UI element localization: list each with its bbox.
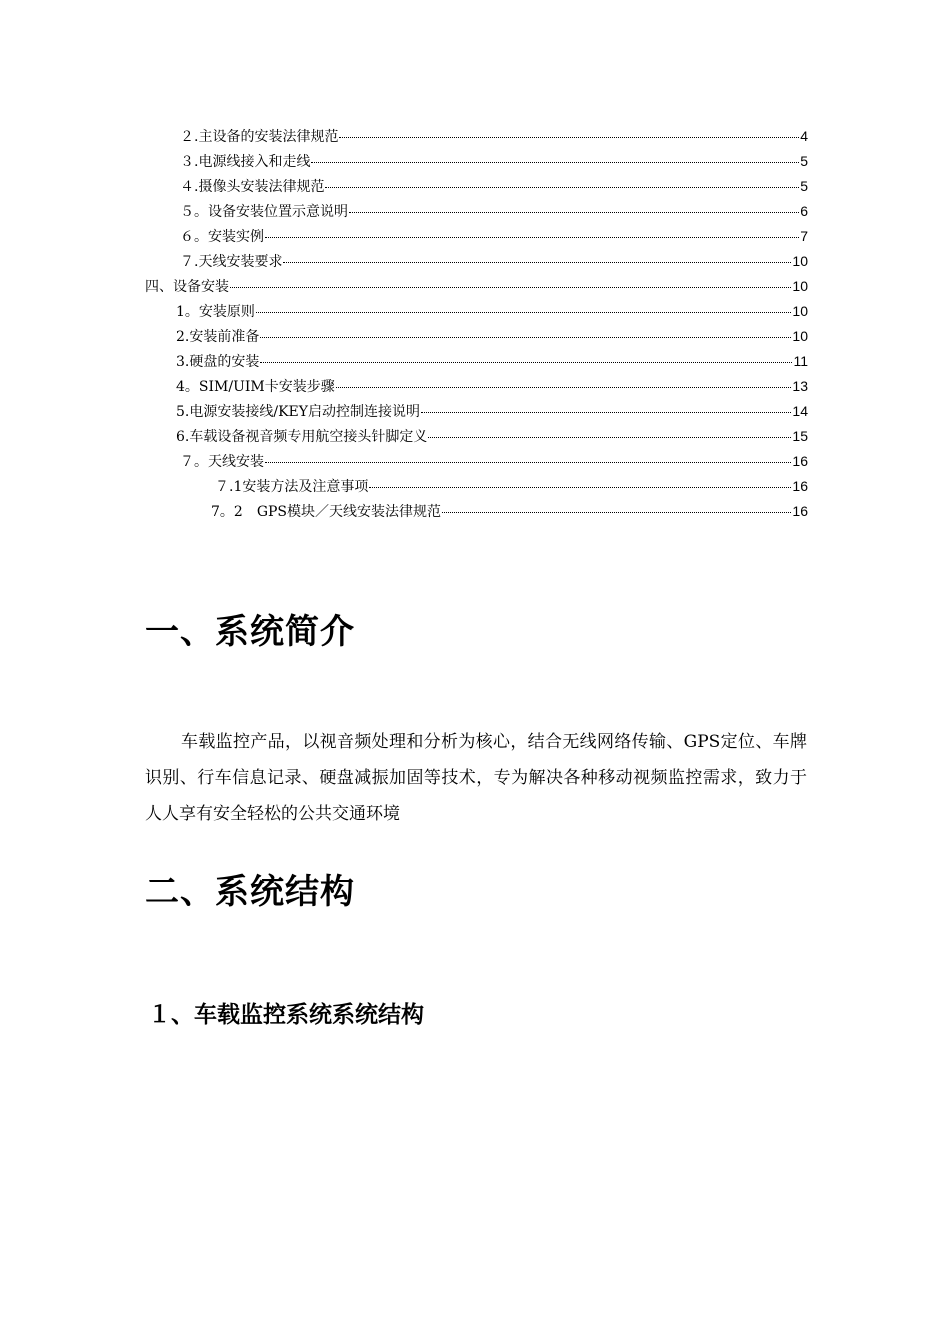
toc-page-number: 16	[792, 478, 808, 494]
toc-leader-dots	[260, 348, 792, 363]
toc-leader-dots	[260, 323, 791, 338]
toc-entry-text: 四、设备安装	[145, 279, 229, 295]
toc-page-number: 14	[792, 403, 808, 419]
toc-entry-text: 1。安装原则	[176, 304, 255, 320]
subsection-heading: １、车载监控系统系统结构	[148, 1002, 424, 1028]
toc-entry[interactable]	[180, 126, 808, 146]
toc-entry-text: ３.电源线接入和走线	[180, 154, 311, 170]
toc-page-number: 13	[792, 378, 808, 394]
toc-entry[interactable]	[145, 276, 808, 296]
toc-entry-text: 4。SIM/UIM卡安装步骤	[176, 379, 335, 395]
toc-page-number: 4	[800, 128, 808, 144]
toc-page-number: 10	[792, 278, 808, 294]
toc-entry-text: 7。2 GPS模块／天线安装法律规范	[211, 504, 442, 520]
toc-leader-dots	[265, 223, 799, 238]
toc-leader-dots	[421, 398, 791, 413]
toc-entry[interactable]	[211, 501, 808, 521]
toc-leader-dots	[256, 298, 792, 313]
toc-leader-dots	[339, 123, 799, 138]
toc-leader-dots	[369, 473, 791, 488]
toc-entry-text: ４.摄像头安装法律规范	[180, 179, 325, 195]
toc-page-number: 11	[793, 353, 808, 369]
toc-entry-text: ６。安装实例	[180, 229, 264, 245]
toc-entry[interactable]	[176, 401, 808, 421]
toc-entry[interactable]	[176, 326, 808, 346]
toc-entry[interactable]	[176, 351, 808, 371]
toc-leader-dots	[283, 248, 791, 263]
toc-entry-text: ７.1安装方法及注意事项	[215, 479, 369, 495]
toc-entry-text: 3.硬盘的安装	[176, 354, 260, 370]
toc-leader-dots	[311, 148, 799, 163]
toc-page-number: 10	[792, 328, 808, 344]
toc-leader-dots	[442, 498, 791, 513]
toc-entry[interactable]	[180, 451, 808, 471]
toc-leader-dots	[325, 173, 799, 188]
toc-entry[interactable]	[180, 151, 808, 171]
toc-entry-text: 5.电源安装接线/KEY启动控制连接说明	[176, 404, 420, 420]
toc-entry-text: ５。设备安装位置示意说明	[180, 204, 348, 220]
toc-page-number: 5	[800, 153, 808, 169]
toc-entry-text: 2.安装前准备	[176, 329, 260, 345]
toc-page-number: 16	[792, 503, 808, 519]
toc-entry-text: ７。天线安装	[180, 454, 264, 470]
toc-entry[interactable]	[180, 201, 808, 221]
toc-page-number: 15	[792, 428, 808, 444]
toc-entry[interactable]	[180, 176, 808, 196]
toc-entry-text: ７.天线安装要求	[180, 254, 283, 270]
toc-leader-dots	[428, 423, 791, 438]
toc-page-number: 5	[800, 178, 808, 194]
toc-entry-text: 6.车载设备视音频专用航空接头针脚定义	[176, 429, 428, 445]
toc-entry[interactable]	[176, 376, 808, 396]
toc-entry[interactable]	[176, 301, 808, 321]
toc-leader-dots	[230, 273, 791, 288]
toc-page-number: 7	[800, 228, 808, 244]
toc-leader-dots	[336, 373, 792, 388]
toc-entry-text: ２.主设备的安装法律规范	[180, 129, 339, 145]
intro-paragraph: 车载监控产品，以视音频处理和分析为核心，结合无线网络传输、GPS定位、车牌识别、行车信息记录、硬盘减振加固等技术，专为解决各种移动视频监控需求，致力于人人享有安全轻松的公共交通环境	[145, 732, 807, 824]
toc-leader-dots	[265, 448, 791, 463]
toc-entry[interactable]	[180, 251, 808, 271]
section-heading-intro: 一、系统简介	[145, 612, 355, 652]
section-heading-structure: 二、系统结构	[145, 872, 355, 912]
toc-page-number: 6	[800, 203, 808, 219]
toc-leader-dots	[349, 198, 799, 213]
toc-entry[interactable]	[176, 426, 808, 446]
toc-page-number: 16	[792, 453, 808, 469]
toc-entry[interactable]	[215, 476, 808, 496]
toc-page-number: 10	[792, 303, 808, 319]
toc-entry[interactable]	[180, 226, 808, 246]
toc-page-number: 10	[792, 253, 808, 269]
